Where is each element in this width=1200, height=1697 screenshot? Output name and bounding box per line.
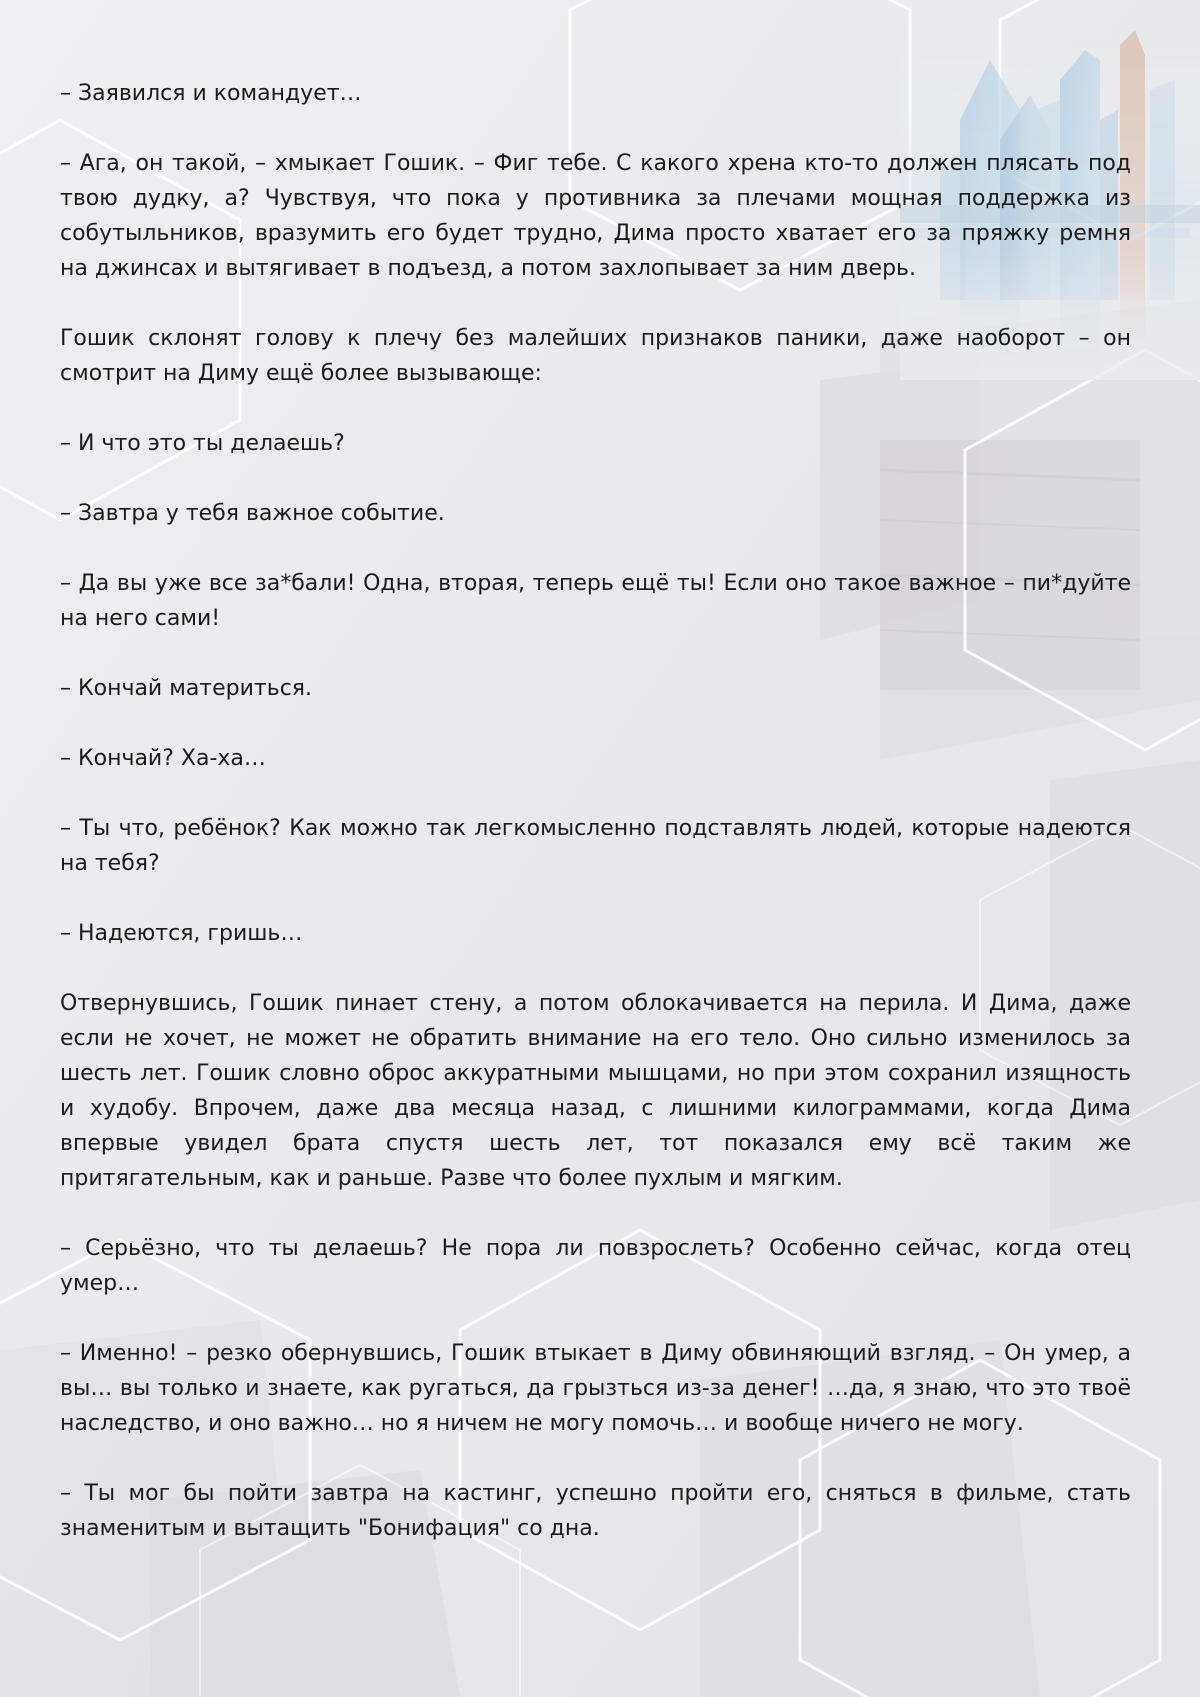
story-text [60, 76, 1131, 1581]
paragraph: – Серьёзно, что ты делаешь? Не пора ли повзрослеть? Особенно сейчас, когда отец умер… [60, 1236, 1131, 1296]
paragraph: – Завтра у тебя важное событие. [60, 501, 445, 526]
paragraph: – Заявился и командует… [60, 81, 362, 106]
paragraph: – Да вы уже все за*бали! Одна, вторая, теперь ещё ты! Если оно такое важное – пи*дуйте на него сами! [60, 571, 1131, 631]
paragraph: – Надеются, гришь… [60, 921, 303, 946]
paragraph: – Именно! – резко обернувшись, Гошик втыкает в Диму обвиняющий взгляд. – Он умер, а вы… вы только и знаете, как ругаться, да грызться из-за денег! …да, я знаю, что это твоё наследство, и оно важно… но я ничем не могу помочь… и вообще ничего не могу. [60, 1341, 1131, 1436]
paragraph: – Ты мог бы пойти завтра на кастинг, успешно пройти его, сняться в фильме, стать знаменитым и вытащить "Бонифация" со дна. [60, 1481, 1131, 1541]
paragraph: – Кончай материться. [60, 676, 313, 701]
paragraph: – И что это ты делаешь? [60, 431, 345, 456]
paragraph: – Кончай? Ха-ха… [60, 746, 266, 771]
paragraph: – Ты что, ребёнок? Как можно так легкомысленно подставлять людей, которые надеются на тебя? [60, 816, 1131, 876]
paragraph: Отвернувшись, Гошик пинает стену, а потом облокачивается на перила. И Дима, даже если не хочет, не может не обратить внимание на его тело. Оно сильно изменилось за шесть лет. Гошик словно оброс аккуратными мышцами, но при этом сохранил изящность и худобу. Впрочем, даже два месяца назад, с лишними килограммами, когда Дима впервые увидел брата спустя шесть лет, тот показался ему всё таким же притягательным, как и раньше. Разве что более пухлым и мягким. [60, 991, 1131, 1191]
paragraph: – Ага, он такой, – хмыкает Гошик. – Фиг тебе. С какого хрена кто-то должен плясать под твою дудку, а? Чувствуя, что пока у противника за плечами мощная поддержка из собутыльников, вразумить его будет трудно, Дима просто хватает его за пряжку ремня на джинсах и вытягивает в подъезд, а потом захлопывает за ним дверь. [60, 151, 1131, 281]
paragraph: Гошик склонят голову к плечу без малейших признаков паники, даже наоборот – он смотрит на Диму ещё более вызывающе: [60, 326, 1131, 386]
